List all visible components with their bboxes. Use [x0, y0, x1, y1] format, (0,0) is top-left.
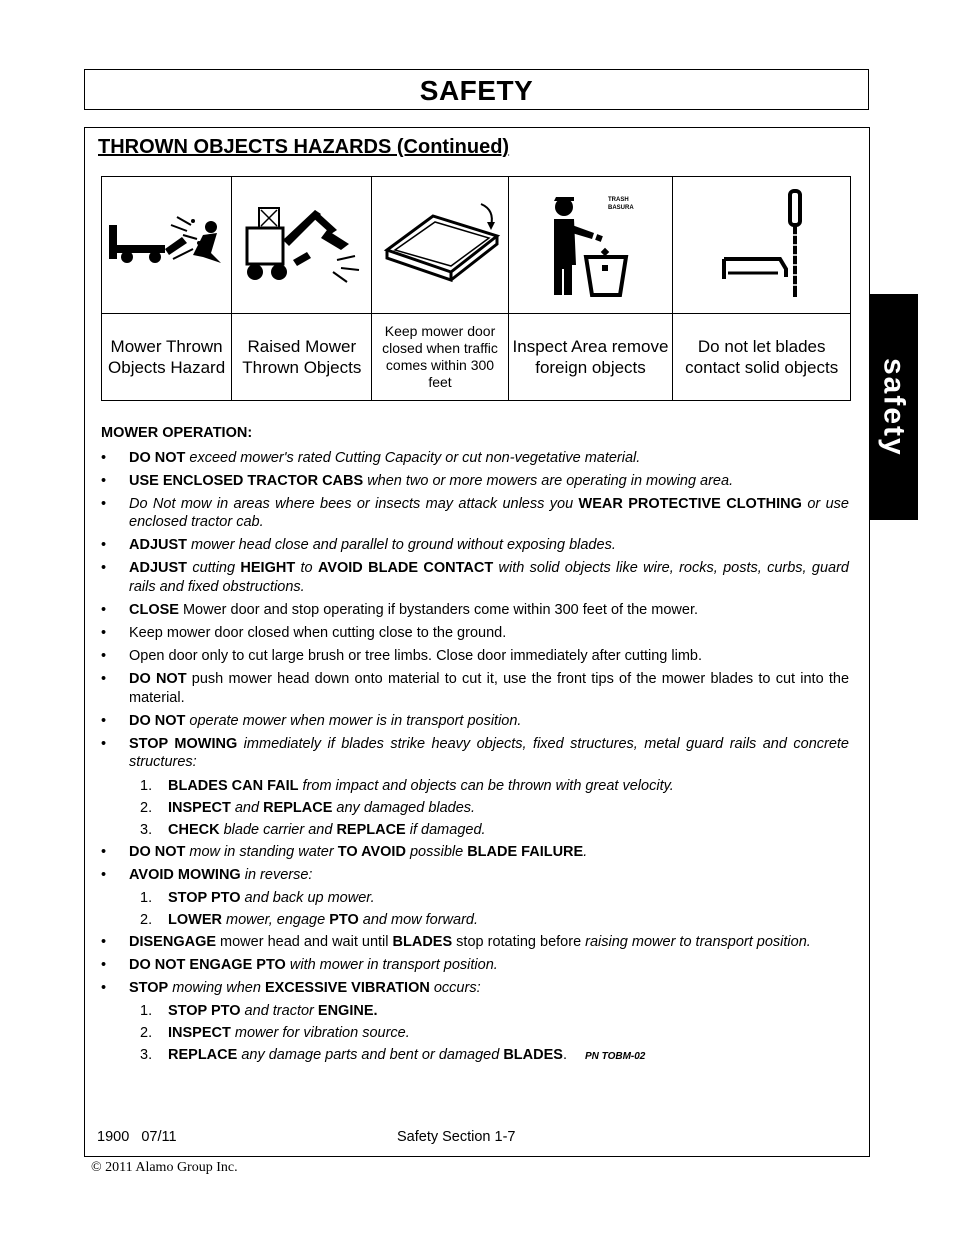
bullet-item [101, 933, 849, 952]
bold-text: WEAR PROTECTIVE CLOTHING [578, 495, 802, 512]
bold-text: DO NOT [129, 712, 186, 729]
italic-text: mowing when [168, 979, 265, 996]
operation-title: MOWER OPERATION: [101, 425, 253, 441]
numbered-item [101, 911, 849, 930]
bold-text: BLADES [503, 1047, 563, 1063]
blade-contact-icon [682, 185, 842, 305]
bullet-item [101, 843, 849, 862]
italic-text: from impact and objects can be thrown with great velocity. [298, 777, 674, 794]
italic-text: raising mower to transport position. [585, 933, 811, 950]
mower-thrown-objects-icon [107, 205, 227, 285]
item-number: 3. [140, 821, 153, 838]
italic-text: if damaged. [405, 821, 486, 838]
bold-text: ADJUST [129, 537, 188, 554]
pictogram-caption: Keep mower door closed when traffic comes within 300 feet [372, 314, 508, 401]
italic-text: mower for vibration source. [230, 1025, 410, 1041]
pictogram-table [101, 176, 851, 401]
bold-text: DO NOT [129, 671, 187, 688]
item-number: 3. [140, 1047, 153, 1063]
italic-text: in reverse: [240, 866, 313, 883]
side-tab-label: safety [877, 357, 911, 457]
item-number: 1. [140, 889, 153, 906]
bold-text: REPLACE [168, 1047, 238, 1063]
italic-text: mower, engage [221, 911, 330, 928]
italic-text: with mower in transport position. [285, 956, 498, 973]
bold-text: BLADE FAILURE [467, 843, 584, 860]
mower-door-icon [377, 200, 503, 290]
bold-text: DO NOT [129, 843, 186, 860]
bold-text: INSPECT [168, 799, 231, 816]
italic-text: any damage parts and bent or damaged [237, 1047, 504, 1063]
numbered-item [101, 821, 849, 840]
numbered-item [101, 889, 849, 908]
italic-text: possible [405, 843, 468, 860]
bullet-item [101, 472, 849, 491]
bold-text: DISENGAGE [129, 933, 217, 950]
bullet-item [101, 979, 849, 998]
numbered-item [101, 1002, 849, 1021]
italic-text: mow in standing water [185, 843, 338, 860]
bold-text: DO NOT [129, 449, 186, 466]
sign-text-trash: TRASH [607, 197, 629, 203]
pictogram-cell [673, 177, 851, 314]
pictogram-caption: Do not let blades contact solid objects [673, 314, 851, 401]
mower-operation-section [101, 424, 849, 1070]
italic-text: when two or more mowers are operating in mowing area. [363, 472, 734, 489]
pictogram-cell [102, 177, 232, 314]
section-title: THROWN OBJECTS HAZARDS (Continued) [98, 136, 510, 158]
bold-text: STOP [129, 979, 169, 996]
bullet-item [101, 712, 849, 731]
pictogram-caption: Inspect Area remove foreign objects [508, 314, 673, 401]
bold-text: REPLACE [263, 799, 333, 816]
bold-text: DO NOT ENGAGE PTO [129, 956, 286, 973]
plain-text: . [562, 1047, 567, 1063]
italic-text: and mow forward. [358, 911, 479, 928]
bullet-item [101, 624, 849, 643]
bullet-item [101, 449, 849, 468]
plain-text: push mower head down onto material to cut it, use the front tips of the mower blades to cut into the material. [129, 671, 850, 706]
item-number: 2. [140, 799, 153, 816]
inspect-area-icon [516, 185, 666, 305]
bold-text: ENGINE. [317, 1003, 378, 1019]
italic-text: Do Not mow in areas where bees or insects may attack unless you [129, 495, 579, 512]
header-box [84, 69, 869, 110]
italic-text: any damaged blades. [332, 799, 476, 816]
bullet-item [101, 559, 849, 596]
numbered-item [101, 1046, 849, 1067]
numbered-item [101, 1024, 849, 1043]
numbered-item [101, 777, 849, 796]
bullet-item [101, 866, 849, 885]
italic-text: and [230, 799, 264, 816]
plain-text: stop rotating before [452, 933, 586, 950]
bold-text: BLADES CAN FAIL [168, 777, 299, 794]
italic-text: immediately if blades strike heavy objects, fixed structures, metal guard rails and concrete structures: [129, 735, 849, 771]
italic-text: and tractor [240, 1003, 318, 1019]
raised-mower-icon [237, 200, 367, 290]
bold-text: INSPECT [168, 1025, 231, 1041]
bold-text: PTO [329, 911, 359, 928]
bold-text: USE ENCLOSED TRACTOR CABS [129, 472, 364, 489]
bold-text: STOP PTO [168, 889, 241, 906]
plain-text: Open door only to cut large brush or tree limbs. Close door immediately after cutting limb. [129, 648, 703, 665]
bold-text: LOWER [168, 911, 222, 928]
bullet-item [101, 536, 849, 555]
italic-text: and back up mower. [240, 889, 375, 906]
footer-page-number: Safety Section 1-7 [397, 1129, 516, 1145]
pictogram-cell [372, 177, 508, 314]
bullet-item [101, 647, 849, 666]
page-title: SAFETY [419, 75, 534, 106]
bold-text: AVOID MOWING [129, 866, 241, 883]
plain-text: mower head and wait until [216, 933, 393, 950]
bold-text: ADJUST [129, 560, 188, 577]
item-number: 2. [140, 911, 153, 928]
italic-text: exceed mower's rated Cutting Capacity or cut non-vegetative material. [185, 449, 641, 466]
item-number: 2. [140, 1025, 153, 1041]
bold-text: AVOID BLADE CONTACT [317, 560, 494, 577]
italic-text: cutting [187, 560, 241, 577]
footer-model-date: 1900 07/11 [97, 1129, 177, 1145]
pictogram-caption: Mower Thrown Objects Hazard [102, 314, 232, 401]
plain-text: Mower door and stop operating if bystanders come within 300 feet of the mower. [178, 601, 699, 618]
side-tab [869, 294, 918, 520]
bullet-item [101, 495, 849, 532]
bullet-item [101, 670, 849, 707]
bullet-item [101, 601, 849, 620]
pictogram-cell [232, 177, 372, 314]
bold-text: EXCESSIVE VIBRATION [264, 979, 430, 996]
bold-text: CHECK [168, 821, 220, 838]
item-number: 1. [140, 777, 153, 794]
part-number: PN TOBM-02 [584, 1051, 646, 1062]
bold-text: REPLACE [336, 821, 406, 838]
bullet-item [101, 956, 849, 975]
italic-text: or use enclosed tractor cab. [129, 495, 849, 531]
numbered-item [101, 799, 849, 818]
italic-text: . [583, 843, 588, 860]
italic-text: with solid objects like wire, rocks, posts, curbs, guard rails and fixed obstructions. [129, 560, 849, 595]
copyright: © 2011 Alamo Group Inc. [91, 1160, 238, 1175]
italic-text: occurs: [429, 979, 481, 996]
plain-text: Keep mower door closed when cutting close to the ground. [129, 625, 507, 642]
bold-text: HEIGHT [240, 560, 296, 577]
pictogram-cell [508, 177, 673, 314]
bold-text: STOP PTO [168, 1003, 241, 1019]
italic-text: to [295, 560, 318, 577]
italic-text: operate mower when mower is in transport position. [185, 712, 522, 729]
bullet-item [101, 735, 849, 772]
sign-text-basura: BASURA [607, 205, 634, 211]
pictogram-caption: Raised Mower Thrown Objects [232, 314, 372, 401]
item-number: 1. [140, 1003, 153, 1019]
italic-text: blade carrier and [219, 821, 337, 838]
bold-text: STOP MOWING [129, 735, 238, 752]
bold-text: BLADES [392, 933, 453, 950]
bold-text: TO AVOID [337, 843, 406, 860]
bold-text: CLOSE [129, 601, 179, 618]
italic-text: mower head close and parallel to ground without exposing blades. [187, 537, 616, 554]
